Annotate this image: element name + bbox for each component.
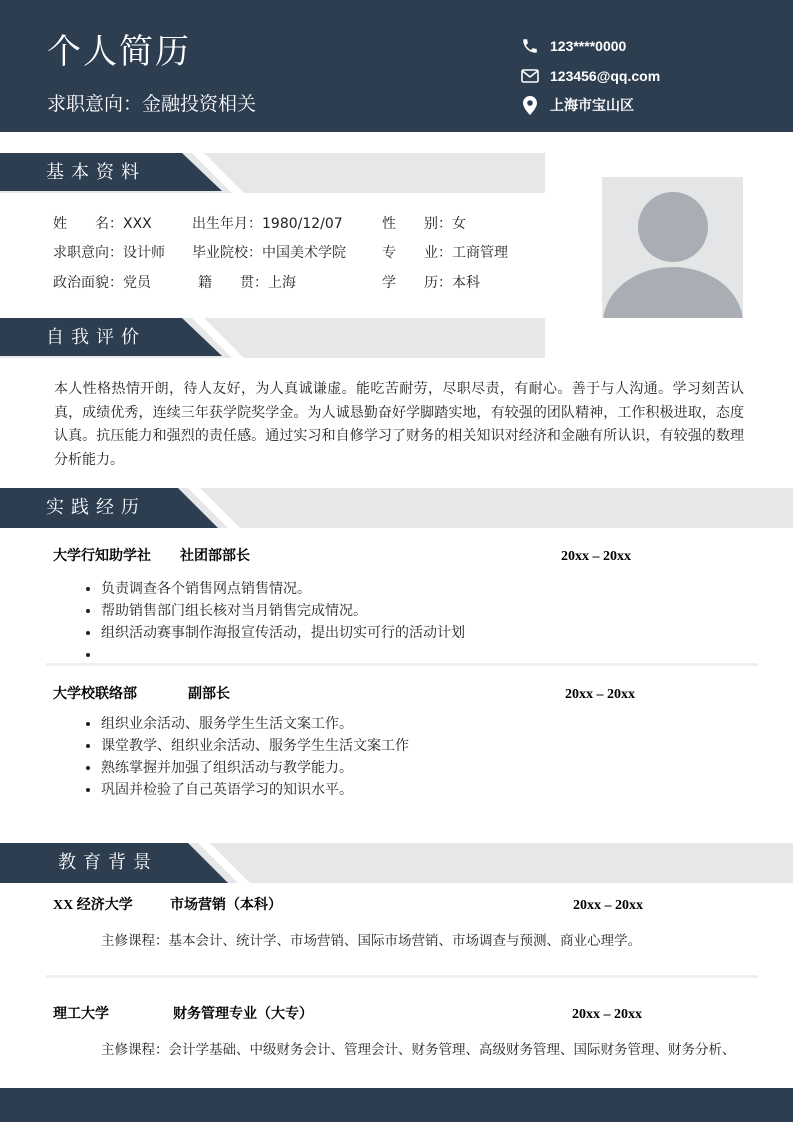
section-header-basic-info [0,153,545,193]
divider [46,975,758,978]
map-pin-icon [520,95,540,115]
education-courses: 主修课程：基本会计、统计学、市场营销、国际市场营销、市场调查与预测、商业心理学。 [101,933,641,949]
resume-title: 个人简历 [47,32,191,72]
birth-field: 出生年月：1980/12/07 [192,216,343,232]
contact-address [520,95,634,115]
education-period: 20xx – 20xx [573,898,643,913]
envelope-icon [520,66,540,86]
education-major: 市场营销（本科） [170,898,282,913]
experience-role: 副部长 [188,687,230,702]
experience-role: 社团部部长 [180,549,250,564]
section-title: 自我评价 [46,327,146,348]
contact-email [520,66,660,86]
education-period: 20xx – 20xx [572,1007,642,1022]
email-address: 123456@qq.com [550,68,661,84]
section-title: 教育背景 [58,852,158,873]
job-intent-heading: 求职意向：金融投资相关 [47,93,257,115]
contact-phone [520,36,626,56]
education-school: XX 经济大学 [53,898,133,913]
list-item: • 组织活动赛事制作海报宣传活动，提出切实可行的活动计划 [101,622,465,644]
section-header-practice [0,488,793,528]
politics-field: 政治面貌：党员 [53,275,151,291]
origin-field: 籍 贯：上海 [198,275,296,291]
experience-org: 大学校联络部 [53,687,137,702]
education-major: 财务管理专业（大专） [173,1007,313,1022]
list-item: • 巩固并检验了自己英语学习的知识水平。 [101,779,409,801]
education-school: 理工大学 [53,1007,109,1022]
section-title: 实践经历 [46,497,146,518]
experience-period: 20xx – 20xx [565,687,635,702]
experience-org: 大学行知助学社 [53,549,151,564]
education-courses: 主修课程：会计学基础、中级财务会计、管理会计、财务管理、高级财务管理、国际财务管理、财务分析、 [101,1042,736,1058]
phone-number: 123****0000 [550,38,627,54]
header-banner [0,0,793,132]
list-item: • 帮助销售部门组长核对当月销售完成情况。 [101,600,465,622]
divider [46,663,758,666]
major-field: 专 业：工商管理 [382,245,508,261]
list-item: • 课堂教学、组织业余活动、服务学生生活文案工作 [101,735,409,757]
list-item: • 熟练掌握并加强了组织活动与教学能力。 [101,757,409,779]
degree-field: 学 历：本科 [382,275,480,291]
footer-banner [0,1088,793,1122]
name-field: 姓 名：XXX [53,216,152,232]
section-header-education [0,843,793,883]
address-text: 上海市宝山区 [550,97,634,113]
section-title: 基本资料 [46,162,146,183]
section-header-self-evaluation [0,318,545,358]
list-item: • 组织业余活动、服务学生生活文案工作。 [101,713,409,735]
experience-period: 20xx – 20xx [561,549,631,564]
phone-icon [520,36,540,56]
school-field: 毕业院校：中国美术学院 [192,245,346,261]
self-evaluation-text: 本人性格热情开朗，待人友好，为人真诚谦虚。能吃苦耐劳，尽职尽责，有耐心。善于与人沟通。学习刻苦认真，成绩优秀，连续三年获学院奖学金。为人诚恳勤奋好学脚踏实地，有较强的团队精神，工作积极进取，态度认真。抗压能力和强烈的责任感。通过实习和自修学习了财务的相关知识对经济和金融有所认识，有较强的数理分析能力。 [54,381,744,468]
gender-field: 性 别：女 [382,216,466,232]
intent-field: 求职意向：设计师 [53,245,165,261]
avatar-silhouette-icon [602,177,743,318]
experience-duty-list [76,713,409,801]
list-item: • 负责调查各个销售网点销售情况。 [101,578,465,600]
experience-duty-list [76,578,465,666]
avatar-photo [602,177,743,318]
